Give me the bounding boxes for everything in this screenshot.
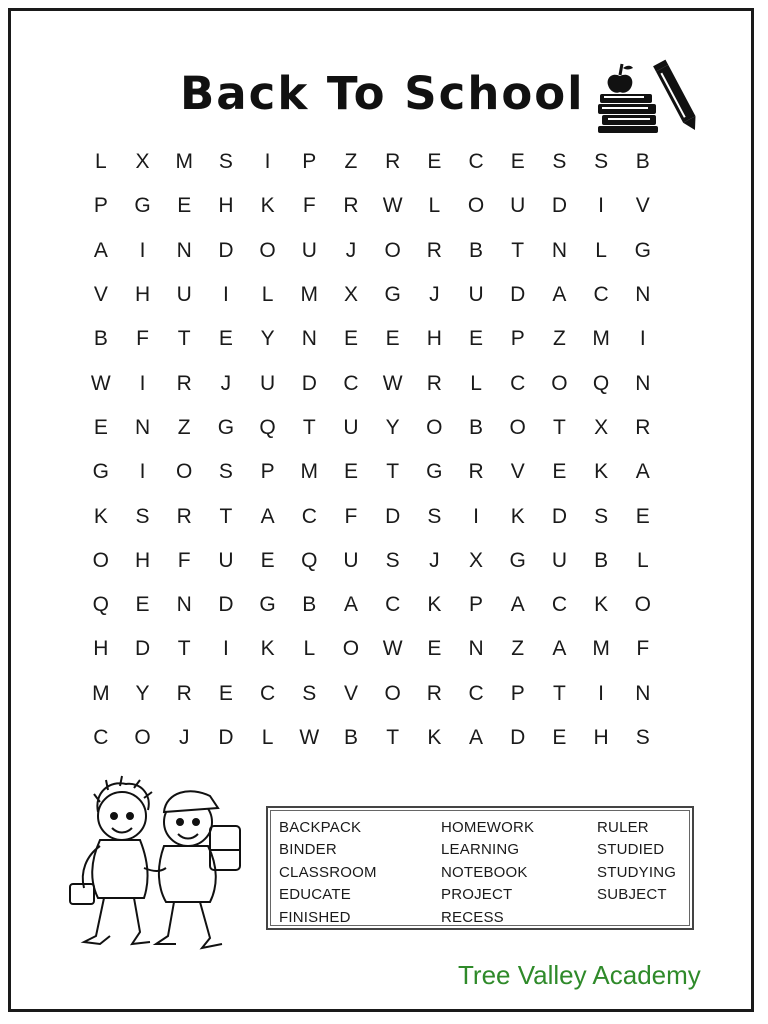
word-list-item: BINDER: [279, 841, 337, 859]
grid-letter: X: [343, 283, 358, 307]
grid-letter: X: [594, 415, 609, 439]
grid-letter: R: [426, 681, 442, 705]
grid-letter: E: [177, 194, 192, 218]
grid-letter: G: [426, 460, 443, 484]
grid-letter: X: [135, 150, 150, 174]
grid-letter: D: [218, 726, 234, 749]
grid-letter: B: [635, 150, 650, 174]
grid-letter: E: [552, 460, 567, 484]
grid-letter: K: [594, 460, 609, 484]
word-list-item: BACKPACK: [279, 819, 362, 836]
grid-letter: O: [176, 460, 193, 484]
grid-letter: L: [595, 238, 607, 262]
grid-letter: P: [469, 593, 484, 617]
grid-letter: D: [134, 637, 151, 661]
grid-letter: S: [594, 150, 609, 174]
grid-letter: U: [176, 283, 192, 307]
grid-letter: S: [594, 504, 609, 528]
grid-letter: E: [552, 726, 567, 749]
grid-letter: S: [427, 504, 442, 528]
grid-letter: F: [177, 548, 191, 572]
grid-letter: I: [139, 238, 146, 262]
grid-letter: J: [429, 283, 440, 307]
grid-letter: Q: [92, 593, 110, 617]
word-list-item: STUDIED: [597, 841, 665, 859]
grid-letter: K: [427, 726, 442, 749]
grid-letter: U: [551, 548, 567, 572]
grid-letter: M: [592, 637, 610, 661]
grid-letter: D: [551, 194, 567, 218]
grid-letter: K: [510, 504, 525, 528]
grid-letter: J: [345, 238, 357, 262]
grid-letter: G: [92, 460, 110, 484]
grid-letter: T: [302, 415, 316, 439]
grid-letter: O: [259, 238, 276, 262]
grid-letter: M: [300, 283, 319, 307]
grid-letter: N: [301, 327, 317, 351]
grid-letter: M: [92, 681, 110, 705]
grid-letter: I: [139, 371, 146, 395]
grid-letter: V: [93, 283, 108, 307]
grid-letter: E: [427, 150, 442, 174]
grid-letter: R: [468, 460, 484, 484]
grid-letter: Y: [135, 681, 150, 705]
grid-letter: B: [469, 238, 484, 262]
grid-letter: T: [552, 681, 566, 705]
grid-letter: P: [93, 194, 108, 218]
grid-letter: E: [343, 327, 358, 351]
grid-letter: A: [552, 637, 567, 661]
grid-letter: Z: [344, 150, 358, 174]
grid-letter: N: [635, 283, 651, 307]
grid-letter: N: [176, 593, 192, 617]
grid-letter: I: [473, 504, 479, 528]
grid-letter: O: [467, 194, 485, 218]
grid-letter: W: [382, 371, 403, 395]
grid-letter: Z: [511, 637, 525, 661]
grid-letter: F: [136, 327, 149, 351]
grid-letter: A: [510, 593, 525, 617]
grid-letter: O: [426, 415, 443, 439]
grid-letter: H: [93, 637, 109, 661]
word-list-item: RECESS: [441, 908, 504, 926]
grid-letter: G: [259, 593, 276, 617]
grid-letter: A: [469, 726, 484, 749]
grid-letter: E: [343, 460, 358, 484]
grid-letter: N: [551, 238, 567, 262]
grid-letter: L: [470, 371, 482, 395]
grid-letter: F: [344, 504, 358, 528]
grid-letter: Q: [259, 415, 276, 439]
word-list-item: NOTEBOOK: [441, 863, 528, 881]
grid-letter: T: [177, 637, 191, 661]
word-list-item: RULER: [597, 819, 649, 836]
grid-letter: J: [178, 726, 190, 749]
grid-letter: T: [552, 415, 566, 439]
grid-letter: B: [469, 415, 484, 439]
grid-letter: E: [218, 681, 233, 705]
word-list-item: STUDYING: [597, 863, 677, 881]
grid-letter: Z: [177, 415, 191, 439]
grid-letter: I: [222, 637, 229, 661]
grid-letter: S: [302, 681, 317, 705]
grid-letter: L: [95, 150, 107, 174]
grid-letter: R: [176, 504, 192, 528]
grid-letter: R: [635, 415, 651, 439]
grid-letter: L: [428, 194, 441, 218]
grid-letter: F: [636, 637, 650, 661]
two-kids-walking-icon: [60, 772, 250, 952]
grid-letter: O: [384, 681, 401, 705]
grid-letter: R: [343, 194, 359, 218]
grid-letter: O: [92, 548, 110, 572]
grid-letter: M: [175, 150, 193, 174]
grid-letter: M: [300, 460, 319, 484]
grid-letter: C: [468, 681, 484, 705]
grid-letter: N: [635, 681, 651, 705]
word-list-item: EDUCATE: [279, 886, 351, 904]
grid-letter: Q: [592, 371, 610, 395]
grid-letter: B: [594, 548, 609, 572]
grid-letter: S: [218, 150, 233, 174]
grid-letter: V: [635, 194, 650, 218]
grid-letter: D: [218, 593, 234, 617]
grid-letter: P: [510, 327, 525, 351]
grid-letter: U: [343, 415, 359, 439]
word-list-item: CLASSROOM: [279, 863, 377, 881]
grid-letter: I: [598, 194, 605, 218]
grid-letter: Y: [260, 327, 275, 351]
grid-letter: J: [220, 371, 232, 395]
grid-letter: F: [302, 194, 316, 218]
books-apple-pencil-icon: [598, 56, 702, 134]
word-list-item: HOMEWORK: [441, 819, 535, 836]
grid-letter: B: [343, 726, 358, 749]
grid-letter: B: [302, 593, 317, 617]
grid-letter: I: [139, 460, 146, 484]
grid-letter: P: [260, 460, 275, 484]
grid-letter: G: [634, 238, 651, 262]
grid-letter: K: [93, 504, 108, 528]
grid-letter: U: [510, 194, 526, 218]
word-list-column-2: [441, 817, 534, 929]
grid-letter: C: [343, 371, 359, 395]
grid-letter: R: [385, 150, 401, 174]
grid-letter: L: [261, 726, 274, 749]
word-list-item: LEARNING: [441, 841, 520, 859]
grid-letter: I: [598, 681, 605, 705]
grid-letter: K: [427, 593, 442, 617]
grid-letter: A: [552, 283, 567, 307]
grid-letter: S: [135, 504, 150, 528]
grid-letter: G: [217, 415, 235, 439]
grid-letter: J: [429, 548, 440, 572]
grid-letter: C: [593, 283, 609, 307]
grid-letter: L: [303, 637, 316, 661]
grid-letter: P: [510, 681, 525, 705]
grid-letter: T: [219, 504, 233, 528]
grid-letter: I: [222, 283, 229, 307]
grid-letter: E: [635, 504, 650, 528]
grid-letter: D: [218, 238, 234, 262]
word-list-item: SUBJECT: [597, 886, 667, 904]
grid-letter: W: [299, 726, 320, 749]
grid-letter: R: [426, 238, 442, 262]
grid-letter: N: [176, 238, 192, 262]
grid-letter: L: [636, 548, 649, 572]
grid-letter: G: [384, 283, 401, 307]
grid-letter: O: [634, 593, 651, 617]
grid-letter: C: [385, 593, 401, 617]
grid-letter: E: [135, 593, 150, 617]
grid-letter: E: [510, 150, 525, 174]
grid-letter: O: [384, 238, 401, 262]
word-search-grid: [80, 140, 664, 760]
grid-letter: W: [382, 194, 403, 218]
grid-letter: S: [218, 460, 233, 484]
grid-letter: E: [427, 637, 442, 661]
grid-letter: K: [260, 194, 275, 218]
grid-letter: C: [301, 504, 317, 528]
grid-letter: R: [426, 371, 442, 395]
grid-letter: E: [260, 548, 275, 572]
grid-letter: W: [382, 637, 403, 661]
grid-letter: E: [385, 327, 400, 351]
grid-letter: N: [635, 371, 651, 395]
grid-letter: L: [261, 283, 274, 307]
grid-letter: D: [301, 371, 317, 395]
grid-letter: E: [218, 327, 233, 351]
grid-letter: A: [93, 238, 108, 262]
grid-letter: U: [468, 283, 484, 307]
grid-letter: E: [469, 327, 484, 351]
grid-letter: A: [635, 460, 650, 484]
grid-letter: I: [639, 327, 646, 351]
grid-letter: D: [551, 504, 567, 528]
grid-letter: O: [509, 415, 526, 439]
grid-letter: M: [592, 327, 610, 351]
grid-letter: D: [510, 283, 526, 307]
grid-letter: D: [510, 726, 526, 749]
grid-letter: O: [134, 726, 151, 749]
grid-letter: Z: [552, 327, 566, 351]
grid-letter: Y: [385, 415, 400, 439]
grid-letter: G: [134, 194, 151, 218]
grid-letter: H: [593, 726, 609, 749]
grid-letter: S: [552, 150, 567, 174]
grid-letter: I: [264, 150, 271, 174]
grid-letter: R: [176, 371, 192, 395]
grid-letter: U: [260, 371, 276, 395]
grid-letter: U: [301, 238, 317, 262]
word-list-item: FINISHED: [279, 908, 351, 926]
grid-letter: O: [342, 637, 360, 661]
grid-letter: O: [551, 371, 568, 395]
grid-letter: C: [510, 371, 526, 395]
grid-letter: V: [343, 681, 358, 705]
grid-letter: C: [551, 593, 567, 617]
grid-letter: Q: [301, 548, 318, 572]
grid-letter: P: [302, 150, 317, 174]
grid-letter: S: [635, 726, 650, 749]
grid-letter: C: [93, 726, 109, 749]
footer-brand: Tree Valley Academy: [458, 960, 701, 990]
grid-letter: K: [260, 637, 275, 661]
grid-letter: T: [386, 726, 400, 749]
grid-letter: E: [93, 415, 108, 439]
grid-letter: H: [134, 283, 151, 307]
grid-letter: N: [468, 637, 484, 661]
page-title: Back To School: [180, 67, 585, 120]
word-list-column-1: [279, 817, 377, 929]
grid-letter: C: [468, 150, 484, 174]
grid-letter: A: [343, 593, 358, 617]
grid-letter: H: [426, 327, 442, 351]
word-list-box: [266, 806, 694, 930]
word-list-column-3: [597, 817, 676, 907]
grid-letter: W: [90, 371, 111, 395]
grid-letter: V: [510, 460, 525, 484]
grid-letter: R: [176, 681, 192, 705]
grid-letter: N: [134, 415, 151, 439]
grid-letter: S: [385, 548, 400, 572]
grid-letter: H: [134, 548, 151, 572]
grid-letter: T: [386, 460, 400, 484]
grid-letter: D: [385, 504, 401, 528]
word-list-item: PROJECT: [441, 886, 513, 904]
grid-letter: T: [511, 238, 525, 262]
grid-letter: G: [509, 548, 526, 572]
grid-letter: K: [594, 593, 609, 617]
grid-letter: A: [260, 504, 275, 528]
grid-letter: X: [469, 548, 484, 572]
grid-letter: T: [177, 327, 191, 351]
grid-letter: C: [260, 681, 276, 705]
grid-letter: U: [218, 548, 234, 572]
grid-letter: U: [343, 548, 359, 572]
grid-letter: H: [218, 194, 234, 218]
grid-letter: B: [93, 327, 108, 351]
